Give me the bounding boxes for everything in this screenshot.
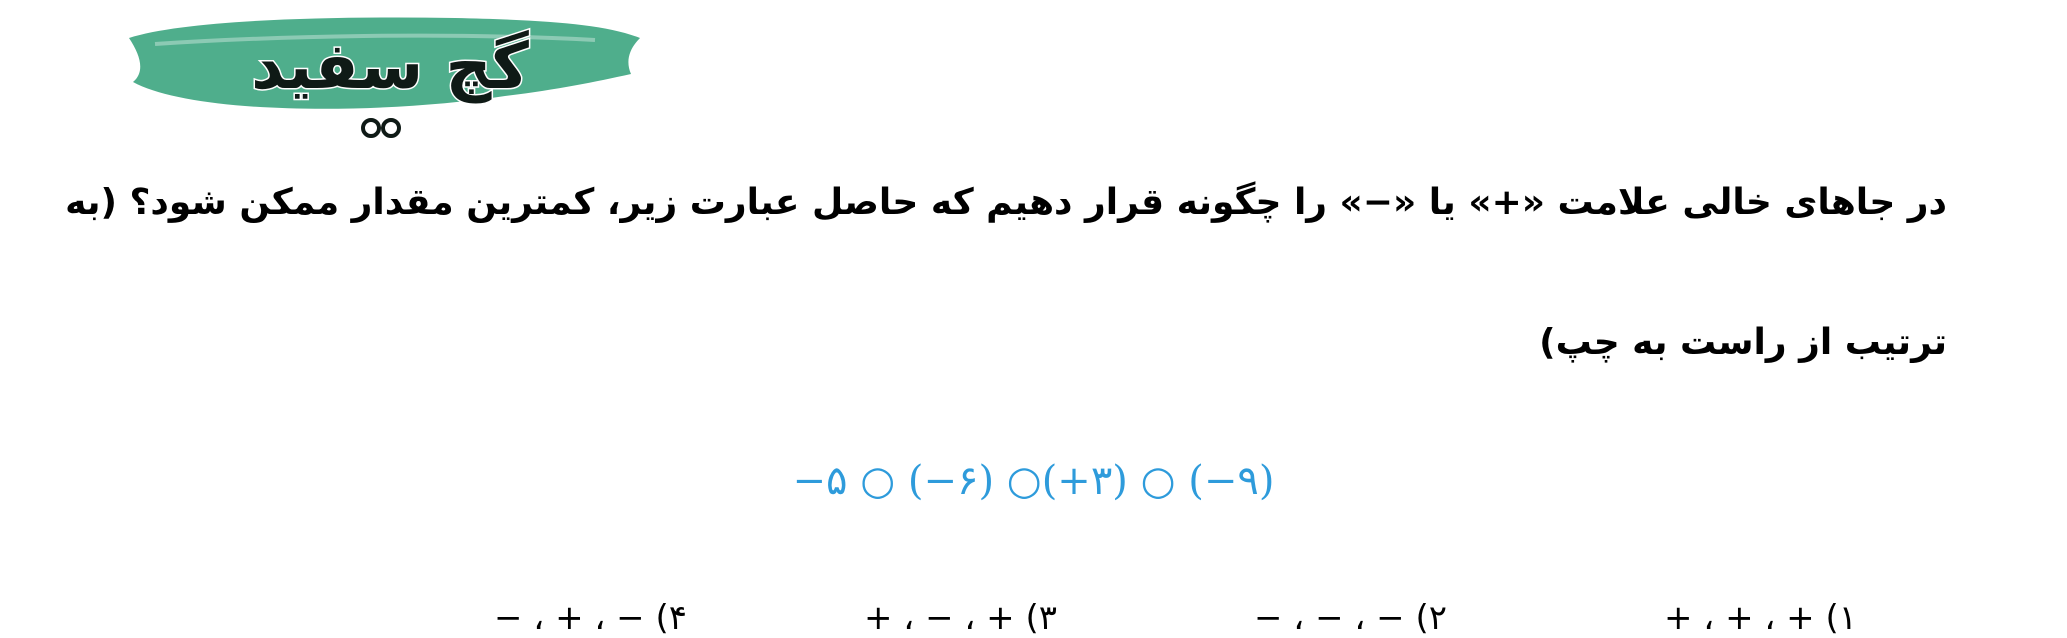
logo-dot [363, 120, 379, 136]
question-line-2: ترتیب از راست به چپ) [1539, 322, 1947, 363]
question-line-1: در جاهای خالی علامت «+» یا «−» را چگونه قرار دهیم که حاصل عبارت زیر، کمترین مقدار ممکن شود؟ (به [65, 182, 1947, 223]
logo-wordmark: گچ سفید [251, 30, 529, 104]
answer-option-4[interactable]: ۴) − ، + ، − [494, 598, 687, 638]
answer-option-2[interactable]: ۲) − ، − ، − [1254, 598, 1447, 638]
answer-option-1[interactable]: ۱) + ، + ، + [1664, 598, 1857, 638]
brand-logo-image [125, 8, 645, 143]
answer-option-3[interactable]: ۳) + ، − ، + [864, 598, 1057, 638]
answer-options [0, 598, 2067, 638]
brand-logo [125, 8, 645, 143]
math-expression: −۵ ○ (−۶) ○(+۳) ○ (−۹) [792, 458, 1275, 504]
logo-dot [383, 120, 399, 136]
